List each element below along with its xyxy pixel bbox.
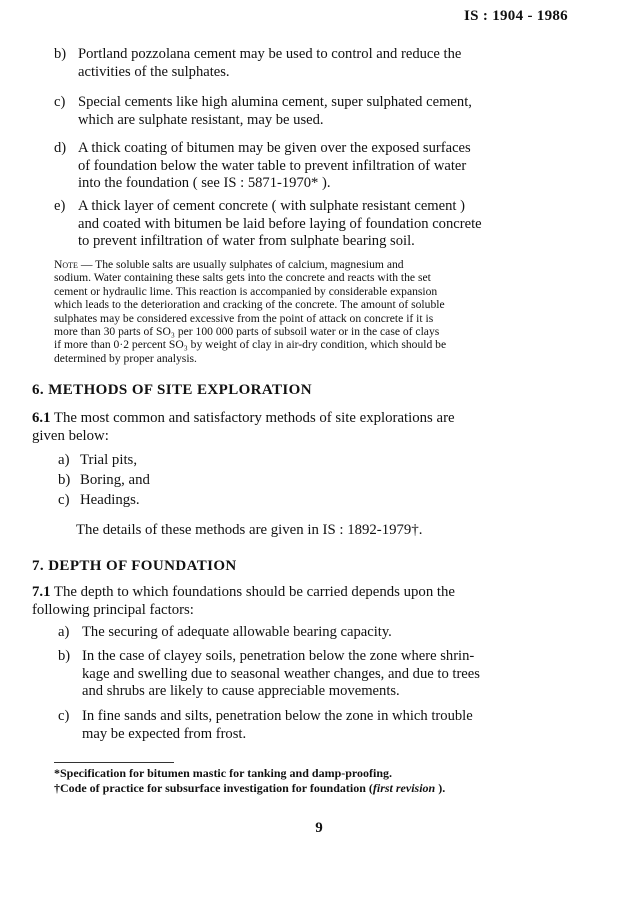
paragraph-text: given below: [32,427,109,444]
clause-number: 6.1 [32,410,51,426]
item-text-cont: kage and swelling due to seasonal weather changes, and due to trees [82,665,480,682]
note-line: determined by proper analysis. [54,351,197,365]
footnote-text: †Code of practice for subsurface investigation for foundation ( [54,781,373,795]
item-text-cont: may be expected from frost. [82,725,247,742]
note-line: sodium. Water containing these salts gets into the concrete and reacts with the set [54,271,431,285]
paragraph-text: The most common and satisfactory methods of site explorations are [50,410,455,426]
clause-number: 7.1 [32,584,51,600]
item-text-cont: which are sulphate resistant, may be used. [78,111,324,128]
item-text: A thick layer of cement concrete ( with sulphate resistant cement ) [78,198,465,214]
paragraph-text: following principal factors: [32,601,194,618]
footnote-italic: first revision [372,781,436,795]
paragraph-text: The depth to which foundations should be carried depends upon the [50,584,455,600]
list-item [58,648,574,701]
note-line: cement or hydraulic lime. This reaction is accompanied by considerable expansion [54,284,438,298]
item-label: d) [54,140,67,156]
list-item [54,198,574,251]
item-label: b) [58,472,71,488]
item-text: Headings. [80,492,140,508]
note-line: sulphates may be considered excessive from the point of attack on concrete if it is [54,311,434,325]
item-text: In fine sands and silts, penetration below the zone in which trouble [82,708,473,724]
section-heading: 7. DEPTH OF FOUNDATION [32,558,237,574]
footnote-text: ). [435,781,446,795]
list-item [54,140,574,193]
item-label: b) [58,648,71,664]
item-label: c) [58,708,70,724]
list-item [54,94,574,129]
item-label: a) [58,452,70,468]
footnote: *Specification for bitumen mastic for tanking and damp-proofing. [54,766,393,780]
item-text-cont: and coated with bitumen be laid before laying of foundation concrete [78,215,482,232]
list-item [58,472,150,490]
item-text: Portland pozzolana cement may be used to control and reduce the [78,46,462,62]
item-text: Special cements like high alumina cement, super sulphated cement, [78,94,472,110]
footnote-divider [54,762,174,763]
note-line: more than 30 parts of SO₃ per 100 000 parts of subsoil water or in the case of clays [54,325,440,339]
note-block [54,258,572,365]
note-line: — The soluble salts are usually sulphates of calcium, magnesium and [77,258,404,271]
item-text-cont: activities of the sulphates. [78,63,230,80]
item-text-cont: and shrubs are likely to cause appreciable movements. [82,683,400,699]
item-label: c) [58,492,70,508]
item-text: The securing of adequate allowable bearing capacity. [82,624,392,640]
item-label: b) [54,46,67,62]
list-item [54,46,574,81]
note-label: Note [54,258,78,271]
paragraph [32,584,572,619]
note-line: which leads to the deterioration and cracking of the concrete. The amount of soluble [54,298,445,312]
item-text: In the case of clayey soils, penetration below the zone where shrin- [82,648,475,664]
item-text-cont: to prevent infiltration of water from sulphate bearing soil. [78,233,415,249]
item-text: Trial pits, [80,452,138,468]
section-heading: 6. METHODS OF SITE EXPLORATION [32,382,312,398]
note-line: if more than 0·2 percent SO₃ by weight of clay in air-dry condition, which should be [54,338,447,352]
item-text: A thick coating of bitumen may be given over the exposed surfaces [78,140,471,156]
list-item [58,492,140,510]
item-label: e) [54,198,66,214]
footnote [54,781,445,796]
item-label: a) [58,624,70,640]
list-item [58,624,574,642]
list-item [58,708,574,743]
paragraph-text: The details of these methods are given in IS : 1892-1979†. [76,522,423,538]
item-text: Boring, and [80,472,150,488]
list-item [58,452,137,470]
paragraph [32,410,572,445]
item-label: c) [54,94,66,110]
item-text-cont: into the foundation ( see IS : 5871-1970* ). [78,175,331,191]
page-header: IS : 1904 - 1986 [464,8,568,24]
item-text-cont: of foundation below the water table to prevent infiltration of water [78,157,467,174]
page-number: 9 [315,820,323,836]
